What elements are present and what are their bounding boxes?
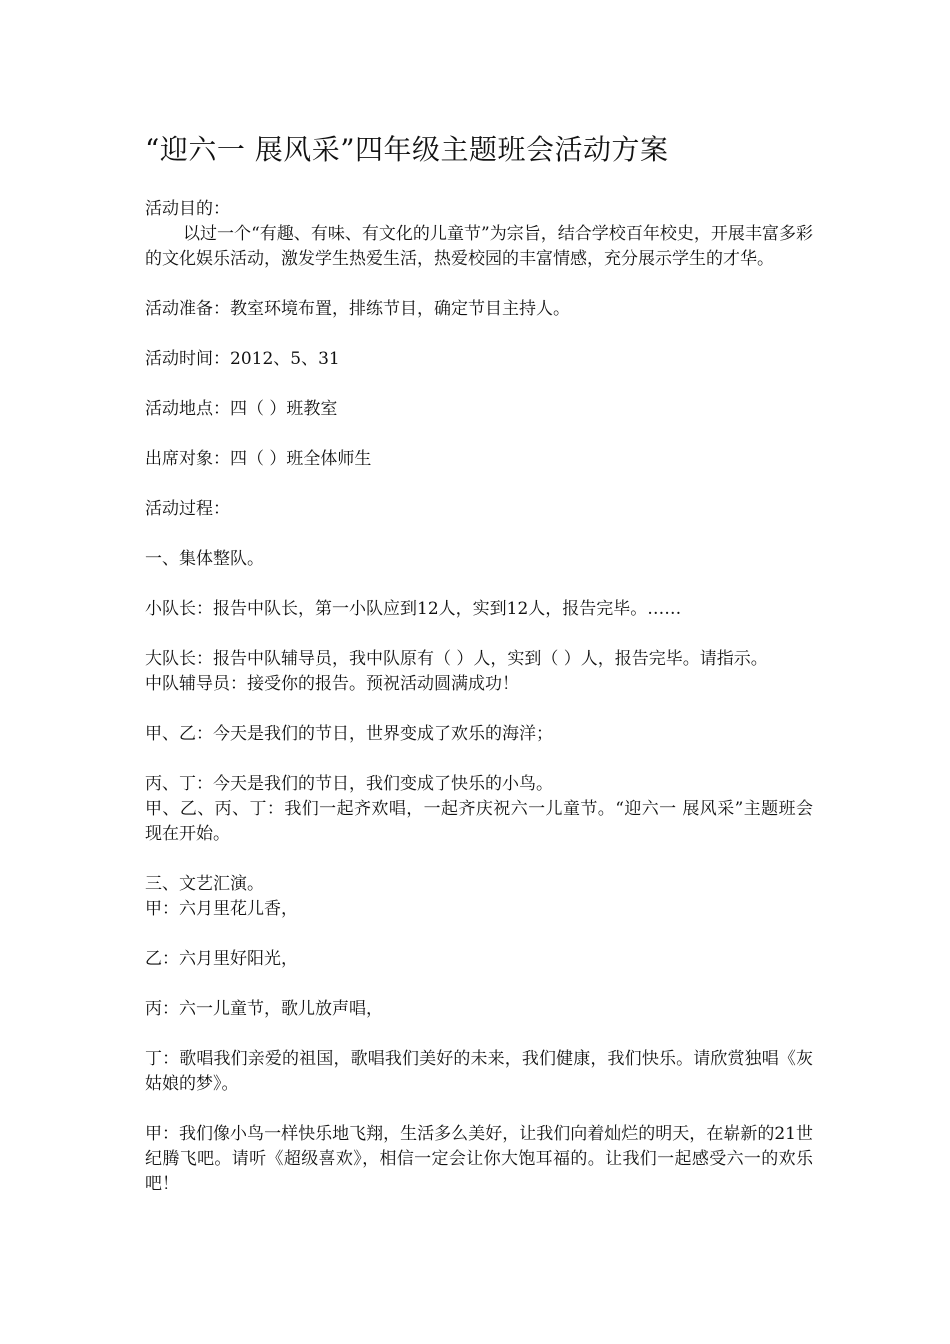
- purpose-label: 活动目的：: [145, 199, 230, 219]
- process-label: 活动过程：: [145, 499, 230, 519]
- all-four-line: 甲、乙、丙、丁：我们一起齐欢唱，一起齐庆祝六一儿童节。“迎六一 展风采”主题班会现在开始。: [145, 799, 813, 844]
- section-three-heading: 三、文艺汇演。: [145, 874, 264, 894]
- section-one-heading: 一、集体整队。: [145, 549, 264, 569]
- counselor-line: 中队辅导员：接受你的报告。预祝活动圆满成功！: [145, 674, 519, 694]
- squad-leader-line: 小队长：报告中队长，第一小队应到12人，实到12人，报告完毕。……: [145, 599, 682, 619]
- purpose-text: 以过一个“有趣、有味、有文化的儿童节”为宗旨，结合学校百年校史，开展丰富多彩的文化娱乐活动，激发学生热爱生活，热爱校园的丰富情感，充分展示学生的才华。: [145, 224, 813, 269]
- brigade-leader-line: 大队长：报告中队辅导员，我中队原有（ ）人，实到（ ）人，报告完毕。请指示。: [145, 649, 768, 669]
- jia-yi-line: 甲、乙：今天是我们的节日，世界变成了欢乐的海洋；: [145, 724, 553, 744]
- jia-closing-line: 甲：我们像小鸟一样快乐地飞翔，生活多么美好，让我们向着灿烂的明天，在崭新的21世纪腾飞吧。请听《超级喜欢》，相信一定会让你大饱耳福的。让我们一起感受六一的欢乐吧！: [145, 1124, 813, 1194]
- bing-ding-line: 丙、丁：今天是我们的节日，我们变成了快乐的小鸟。: [145, 774, 553, 794]
- jia-line: 甲：六月里花儿香，: [145, 899, 298, 919]
- document-body: [145, 197, 813, 1197]
- location-line: 活动地点：四（ ）班教室: [145, 399, 338, 419]
- bing-line: 丙：六一儿童节，歌儿放声唱，: [145, 999, 383, 1019]
- yi-line: 乙：六月里好阳光，: [145, 949, 298, 969]
- document-title: “迎六一 展风采”四年级主题班会活动方案: [145, 133, 669, 166]
- time-line: 活动时间：2012、5、31: [145, 349, 340, 369]
- preparation-line: 活动准备：教室环境布置，排练节目，确定节目主持人。: [145, 299, 570, 319]
- ding-line: 丁：歌唱我们亲爱的祖国，歌唱我们美好的未来，我们健康，我们快乐。请欣赏独唱《灰姑娘的梦》。: [145, 1049, 813, 1094]
- attendees-line: 出席对象：四（ ）班全体师生: [145, 449, 372, 469]
